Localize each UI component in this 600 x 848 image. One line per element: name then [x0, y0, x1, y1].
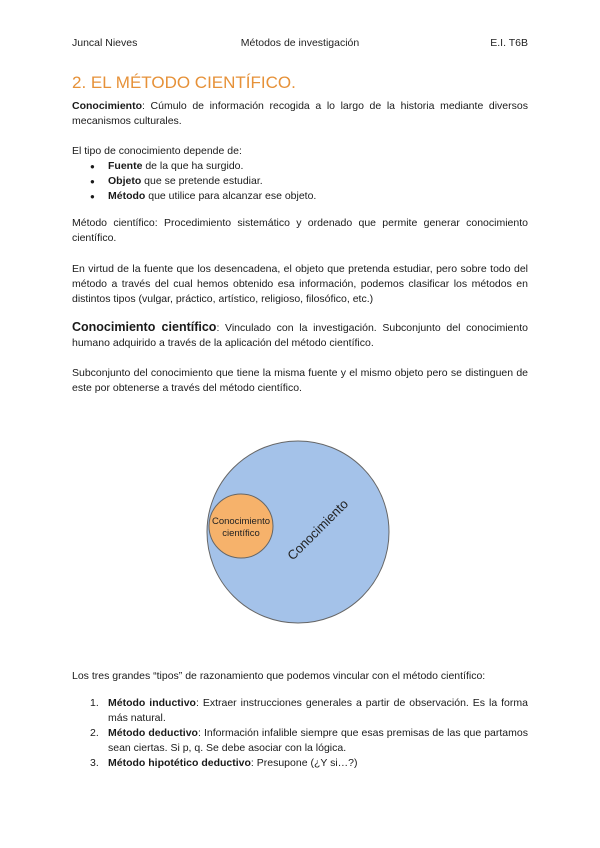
list-item-number: 1.	[90, 697, 99, 709]
inner-circle-label-line2: científico	[222, 528, 260, 539]
list-item	[72, 756, 528, 771]
definition-term: Conocimiento científico	[72, 320, 217, 334]
list-item-term: Método inductivo	[108, 697, 196, 709]
list-item-term: Método	[108, 190, 146, 202]
paragraph-text: Subconjunto del conocimiento que tiene la misma fuente y el mismo objeto pero se distinguen de este por obtenerse a través del método científico.	[72, 367, 528, 394]
section-title: 2. EL MÉTODO CIENTÍFICO.	[72, 73, 296, 92]
header-code: E.I. T6B	[490, 37, 528, 49]
list-item-term: Método hipotético deductivo	[108, 757, 251, 769]
definition-term: Conocimiento	[72, 100, 142, 112]
paragraph-text: Método científico: Procedimiento sistemático y ordenado que permite generar conocimiento científico.	[72, 217, 528, 244]
list-item	[72, 696, 528, 726]
list-item-text: que se pretende estudiar.	[141, 175, 263, 187]
reasoning-intro	[72, 669, 528, 684]
list-item-text: de la que ha surgido.	[142, 160, 244, 172]
inner-circle-label-line1: Conocimiento	[211, 516, 271, 527]
list-item	[72, 726, 528, 756]
header-author: Juncal Nieves	[72, 37, 138, 49]
list-item-term: Método deductivo	[108, 727, 198, 739]
definition-text: : Cúmulo de información recogida a lo largo de la historia mediante diversos mecanismos culturales.	[72, 100, 528, 127]
list-item-number: 2.	[90, 727, 99, 739]
definition-text: : Vinculado con la investigación. Subconjunto del conocimiento humano adquirido a través de la aplicación del método científico.	[72, 322, 528, 349]
header-subject: Métodos de investigación	[240, 37, 360, 49]
list-item-text: : Presupone (¿Y si…?)	[250, 757, 358, 769]
outer-circle-label: Conocimiento	[284, 496, 352, 564]
list-item-number: 3.	[90, 757, 99, 769]
reasoning-list	[72, 696, 528, 771]
paragraph-text: En virtud de la fuente que los desencadena, el objeto que pretenda estudiar, pero sobre todo del método a través del cual hemos obtenido esa información, podemos clasificar los métodos en distintos tipos (vulgar, práctico, artístico, religioso, filosófico, etc.)	[72, 263, 528, 305]
reasoning-list-block	[72, 696, 528, 771]
list-item-term: Fuente	[108, 160, 143, 172]
list-item-text: que utilice para alcanzar ese objeto.	[145, 190, 317, 202]
list-item-text: : Extraer instrucciones generales a partir de observación. Es la forma más natural.	[108, 697, 528, 724]
paragraph-text: Los tres grandes “tipos” de razonamiento que podemos vincular con el método científico:	[72, 670, 486, 682]
list-item-term: Objeto	[108, 175, 142, 187]
dependencies-intro: El tipo de conocimiento depende de:	[72, 145, 242, 157]
list-item-text: : Información infalible siempre que esas premisas de las que partamos sean ciertas. Si p, q. Se debe asociar con la lógica.	[108, 727, 528, 754]
